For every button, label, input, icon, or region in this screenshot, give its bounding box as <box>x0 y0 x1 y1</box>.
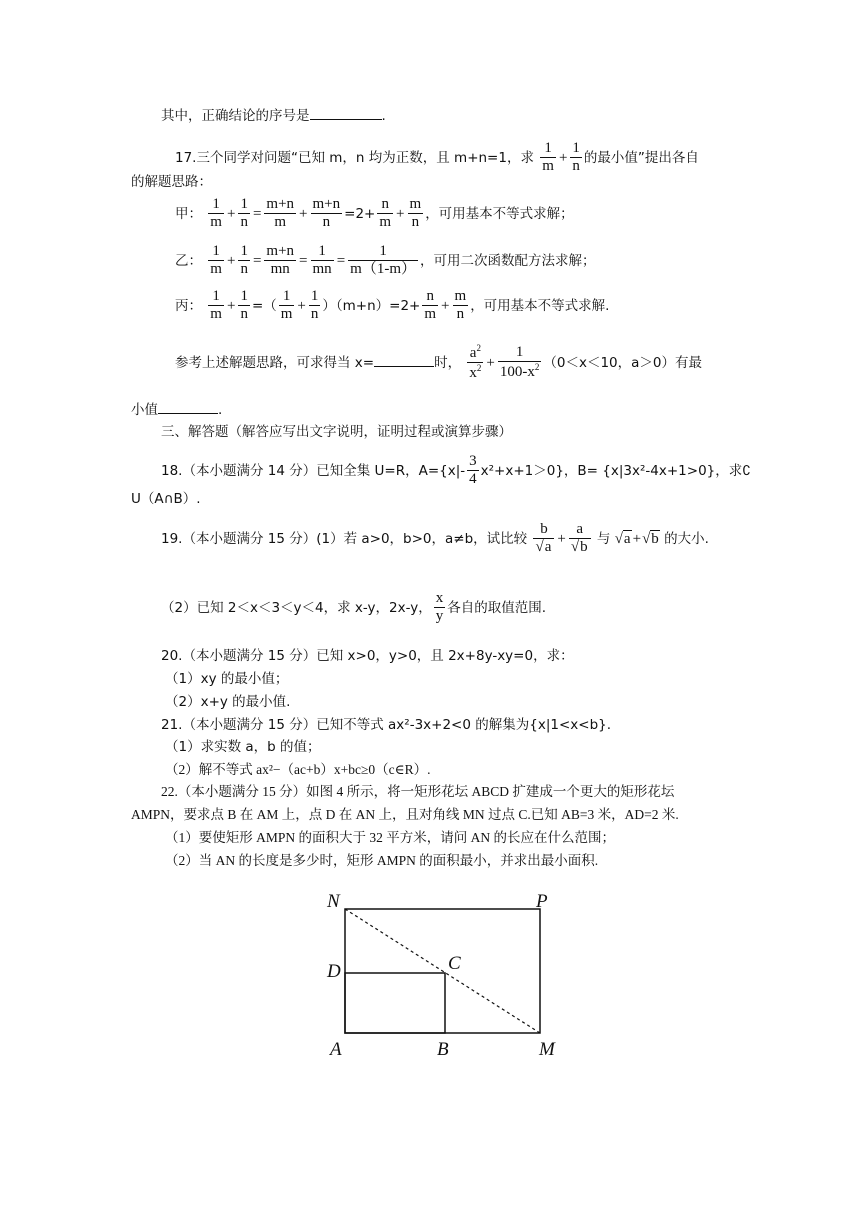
frac <box>311 196 343 232</box>
num <box>467 343 483 363</box>
radicand: a <box>544 539 552 556</box>
q19-line1 <box>161 521 709 557</box>
frac <box>208 243 224 279</box>
num: 1 <box>238 288 250 306</box>
q21-line3: （2）解不等式 ax²−（ac+b）x+bc≥0（c∈R）. <box>165 762 431 777</box>
eq: = <box>252 252 262 269</box>
num: m+n <box>264 196 296 214</box>
radicand: b <box>651 530 659 547</box>
den <box>569 539 591 556</box>
bing-mid2: ）（m+n）=2+ <box>322 297 421 314</box>
frac <box>311 243 334 279</box>
q17-text-a: 17.三个同学对问题“已知 m，n 均为正数，且 m+n=1，求 <box>175 149 534 166</box>
jia-label: 甲： <box>175 205 202 222</box>
den: n <box>240 306 248 323</box>
den: y <box>435 608 444 625</box>
frac-a2-over-x2 <box>467 343 483 383</box>
radicand: b <box>580 539 588 556</box>
q22-line3: （1）要使矩形 AMPN 的面积大于 32 平方米，请问 AN 的长应在什么范围； <box>165 830 616 845</box>
den: m <box>379 214 392 231</box>
yi-tail: ，可用二次函数配方法求解； <box>420 252 596 269</box>
ref-text-a: 参考上述解题思路，可求得当 x= <box>175 354 375 371</box>
num: x <box>434 590 446 608</box>
plus: + <box>396 205 405 222</box>
num: 1 <box>570 140 582 158</box>
num: 1 <box>238 196 250 214</box>
num: 1 <box>208 196 224 214</box>
den: m（1-m） <box>350 261 416 278</box>
frac-1-over-n <box>570 140 582 176</box>
q17-line1 <box>175 140 699 176</box>
label-m: M <box>539 1039 555 1060</box>
frac-1-over-m <box>540 140 556 176</box>
bing-mid1: =（ <box>251 297 277 314</box>
min-tail: . <box>218 402 223 418</box>
den: mn <box>270 261 290 278</box>
q21-line1: 21.（本小题满分 15 分）已知不等式 ax²-3x+2<0 的解集为{x|1<x<b}. <box>161 717 612 733</box>
q19-tail: 的大小. <box>664 530 709 547</box>
den: m <box>542 158 554 175</box>
answer-blank <box>158 413 218 414</box>
intro-line <box>161 108 386 124</box>
q18-text-a: 18.（本小题满分 14 分）已知全集 U=R，A={x|- <box>161 462 466 479</box>
min-label: 小值 <box>131 402 158 418</box>
den: m <box>424 306 437 323</box>
frac-3-over-4 <box>467 453 479 489</box>
den-text: 100-x <box>499 364 535 381</box>
num: 1 <box>498 344 542 362</box>
den: mn <box>312 261 332 278</box>
sqrt: √b <box>570 539 588 556</box>
label-c: C <box>448 953 461 974</box>
num: m+n <box>311 196 343 214</box>
eq: = <box>299 252 308 269</box>
num: m <box>408 196 424 214</box>
exp: 2 <box>534 362 540 373</box>
q20-line2: （1）xy 的最小值； <box>165 671 289 687</box>
answer-blank <box>374 366 434 367</box>
frac <box>208 288 224 324</box>
label-d: D <box>327 961 341 982</box>
yi-label: 乙： <box>175 252 202 269</box>
den: n <box>456 306 465 323</box>
q18-text-b: x²+x+1＞0}，B= {x|3x²-4x+1>0}，求∁ <box>480 462 751 479</box>
frac <box>238 288 250 324</box>
frac-a-over-sqrt-b <box>569 521 591 557</box>
frac <box>264 243 296 279</box>
den <box>533 539 554 556</box>
rectangle-figure <box>320 885 570 1065</box>
num: 1 <box>279 288 295 306</box>
q17-bing <box>175 288 609 324</box>
jia-tail: ，可用基本不等式求解； <box>425 205 574 222</box>
diagonal-mn <box>345 909 540 1033</box>
frac <box>264 196 296 232</box>
exp: 2 <box>476 343 481 353</box>
sqrt: √a <box>614 530 631 547</box>
plus: + <box>558 149 568 166</box>
den: m <box>210 306 222 323</box>
frac <box>208 196 224 232</box>
ref-text-b: 时， <box>434 354 462 371</box>
intro-text: 其中，正确结论的序号是 <box>161 108 310 124</box>
frac-x-over-y <box>434 590 446 626</box>
den: m <box>210 214 222 231</box>
num: 3 <box>467 453 479 471</box>
bing-label: 丙： <box>175 297 202 314</box>
jia-mid: =2+ <box>344 205 376 222</box>
plus: + <box>297 297 306 314</box>
q17-min-line <box>131 402 222 418</box>
frac <box>238 196 250 232</box>
radicand: a <box>623 530 631 547</box>
sqrt: √b <box>642 530 659 547</box>
q22-line4: （2）当 AN 的长度是多少时，矩形 AMPN 的面积最小，并求出最小面积. <box>165 853 599 868</box>
plus: + <box>299 205 308 222</box>
den <box>498 362 542 381</box>
frac <box>309 288 321 324</box>
q19-text-p2b: 各自的取值范围. <box>447 599 547 616</box>
den: n <box>322 214 331 231</box>
sqrt: √a <box>535 539 552 556</box>
frac <box>453 288 469 324</box>
den: n <box>240 214 248 231</box>
num: 1 <box>208 243 224 261</box>
frac-1-over-100 <box>498 344 542 382</box>
ref-text-c: （0＜x＜10，a＞0）有最 <box>543 354 702 371</box>
q20-line3: （2）x+y 的最小值. <box>165 694 291 710</box>
var-x: x <box>469 365 477 382</box>
num: 1 <box>348 243 418 261</box>
exp: 2 <box>476 363 482 374</box>
plus: + <box>441 297 450 314</box>
num: a <box>569 521 591 539</box>
eq: = <box>252 205 262 222</box>
plus: + <box>226 297 236 314</box>
label-b: B <box>437 1039 449 1060</box>
q17-text-b: 的最小值”提出各自 <box>583 149 699 166</box>
den: m <box>280 306 293 323</box>
den: n <box>240 261 248 278</box>
den <box>467 363 483 382</box>
frac <box>279 288 295 324</box>
num: 1 <box>238 243 250 261</box>
frac <box>408 196 424 232</box>
den: n <box>411 214 420 231</box>
plus: + <box>226 252 236 269</box>
label-a: A <box>330 1039 342 1060</box>
frac <box>238 243 250 279</box>
plus: + <box>632 530 642 547</box>
num: b <box>533 521 554 539</box>
frac <box>377 196 393 232</box>
frac-b-over-sqrt-a <box>533 521 554 557</box>
rect-abcd <box>345 973 445 1033</box>
q19-text-a: 19.（本小题满分 15 分）(1）若 a>0，b>0，a≠b，试比较 <box>161 530 528 547</box>
num: 1 <box>309 288 321 306</box>
den: 4 <box>469 471 477 488</box>
var-a: a <box>469 345 477 361</box>
num: 1 <box>311 243 334 261</box>
eq: = <box>336 252 346 269</box>
with-word: 与 <box>596 530 611 547</box>
label-p: P <box>536 891 548 912</box>
section-heading: 三、解答题（解答应写出文字说明，证明过程或演算步骤） <box>161 424 512 440</box>
num: m <box>453 288 469 306</box>
num: 1 <box>540 140 556 158</box>
q18-line1 <box>161 453 751 489</box>
plus: + <box>226 205 236 222</box>
bing-tail: ，可用基本不等式求解. <box>470 297 610 314</box>
frac <box>348 243 418 279</box>
q22-line2: AMPN，要求点 B 在 AM 上，点 D 在 AN 上，且对角线 MN 过点 C.已知 AB=3 米，AD=2 米. <box>131 807 679 822</box>
intro-tail: . <box>381 108 386 124</box>
q17-ref <box>175 343 702 383</box>
num: m+n <box>264 243 296 261</box>
q22-line1: 22.（本小题满分 15 分）如图 4 所示，将一矩形花坛 ABCD 扩建成一个更大的矩形花坛 <box>161 784 675 799</box>
label-n: N <box>327 891 340 912</box>
den: m <box>274 214 287 231</box>
q21-line2: （1）求实数 a，b 的值； <box>165 739 321 755</box>
q19-text-p2a: （2）已知 2＜x＜3＜y＜4，求 x-y，2x-y， <box>161 599 432 616</box>
den: n <box>310 306 319 323</box>
num: n <box>377 196 393 214</box>
frac <box>422 288 438 324</box>
answer-blank <box>310 119 382 120</box>
den: n <box>572 158 580 175</box>
q17-jia <box>175 196 574 232</box>
num: n <box>422 288 438 306</box>
plus: + <box>557 530 566 547</box>
q20-line1: 20.（本小题满分 15 分）已知 x>0，y>0，且 2x+8y-xy=0，求： <box>161 648 574 664</box>
q18-line2: U（A∩B）. <box>131 491 201 507</box>
den: m <box>210 261 222 278</box>
num: 1 <box>208 288 224 306</box>
plus: + <box>486 354 495 371</box>
q19-line2 <box>161 590 546 626</box>
q17-line2: 的解题思路： <box>131 174 212 190</box>
q17-yi <box>175 243 596 279</box>
